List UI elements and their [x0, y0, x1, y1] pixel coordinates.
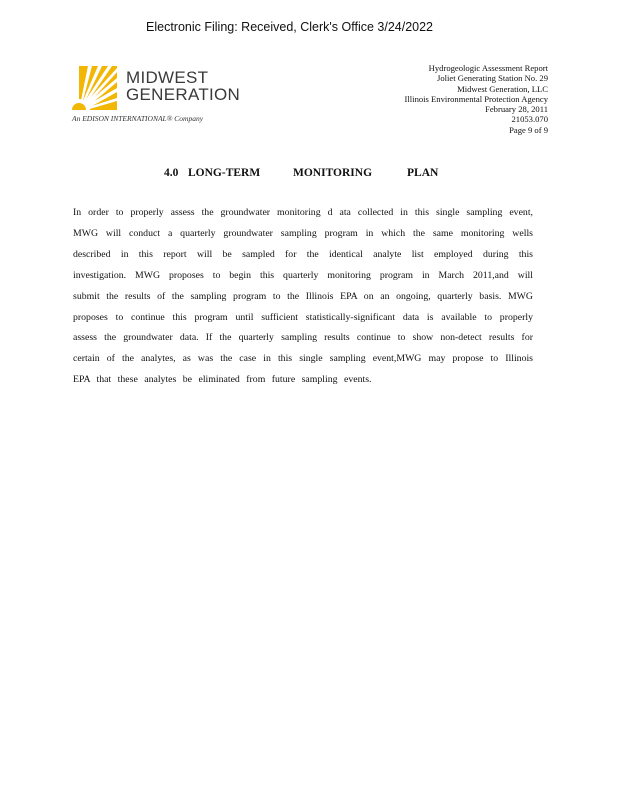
filing-stamp: Electronic Filing: Received, Clerk's Office 3/24/2022	[146, 20, 434, 34]
brand-tagline: An EDISON INTERNATIONAL® Company	[72, 114, 204, 123]
company-name: Midwest Generation, LLC	[457, 83, 548, 94]
section-number: 4.0	[164, 167, 179, 179]
page-number: Page 9 of 9	[509, 124, 548, 135]
brand-line-2: GENERATION	[126, 85, 241, 104]
agency-name: Illinois Environmental Protection Agency	[404, 93, 548, 104]
report-header	[405, 63, 548, 135]
project-number: 21053.070	[511, 114, 548, 125]
sunburst-logo-icon	[72, 66, 117, 110]
brand-name	[126, 69, 240, 103]
section-heading	[164, 167, 438, 179]
body-paragraph: In order to properly assess the groundwater monitoring d ata collected in this single sampling event, MWG will conduct a quarterly groundwater sampling program in which the same monitoring wells described in this report will be sampled for the identical analyte list employed during this investigation. MWG proposes to begin this quarterly monitoring program in March 2011,and will submit the results of the sampling program to the Illinois EPA on an ongoing, quarterly basis. MWG proposes to continue this program until sufficient statistically-significant data is available to properly assess the groundwater data. If the quarterly sampling results continue to show non-detect results for certain of the analytes, as was the case in this single sampling event,MWG may propose to Illinois EPA that these analytes be eliminated from future sampling events.	[73, 207, 533, 386]
company-logo	[72, 66, 242, 126]
section-title-word-2: MONITORING	[293, 167, 373, 179]
report-date: February 28, 2011	[485, 104, 548, 115]
section-title-word-3: PLAN	[407, 167, 439, 179]
station-name: Joliet Generating Station No. 29	[437, 73, 548, 84]
section-title-word-1: LONG-TERM	[188, 167, 261, 179]
brand-line-1: MIDWEST	[126, 68, 209, 87]
report-title: Hydrogeologic Assessment Report	[428, 63, 548, 73]
